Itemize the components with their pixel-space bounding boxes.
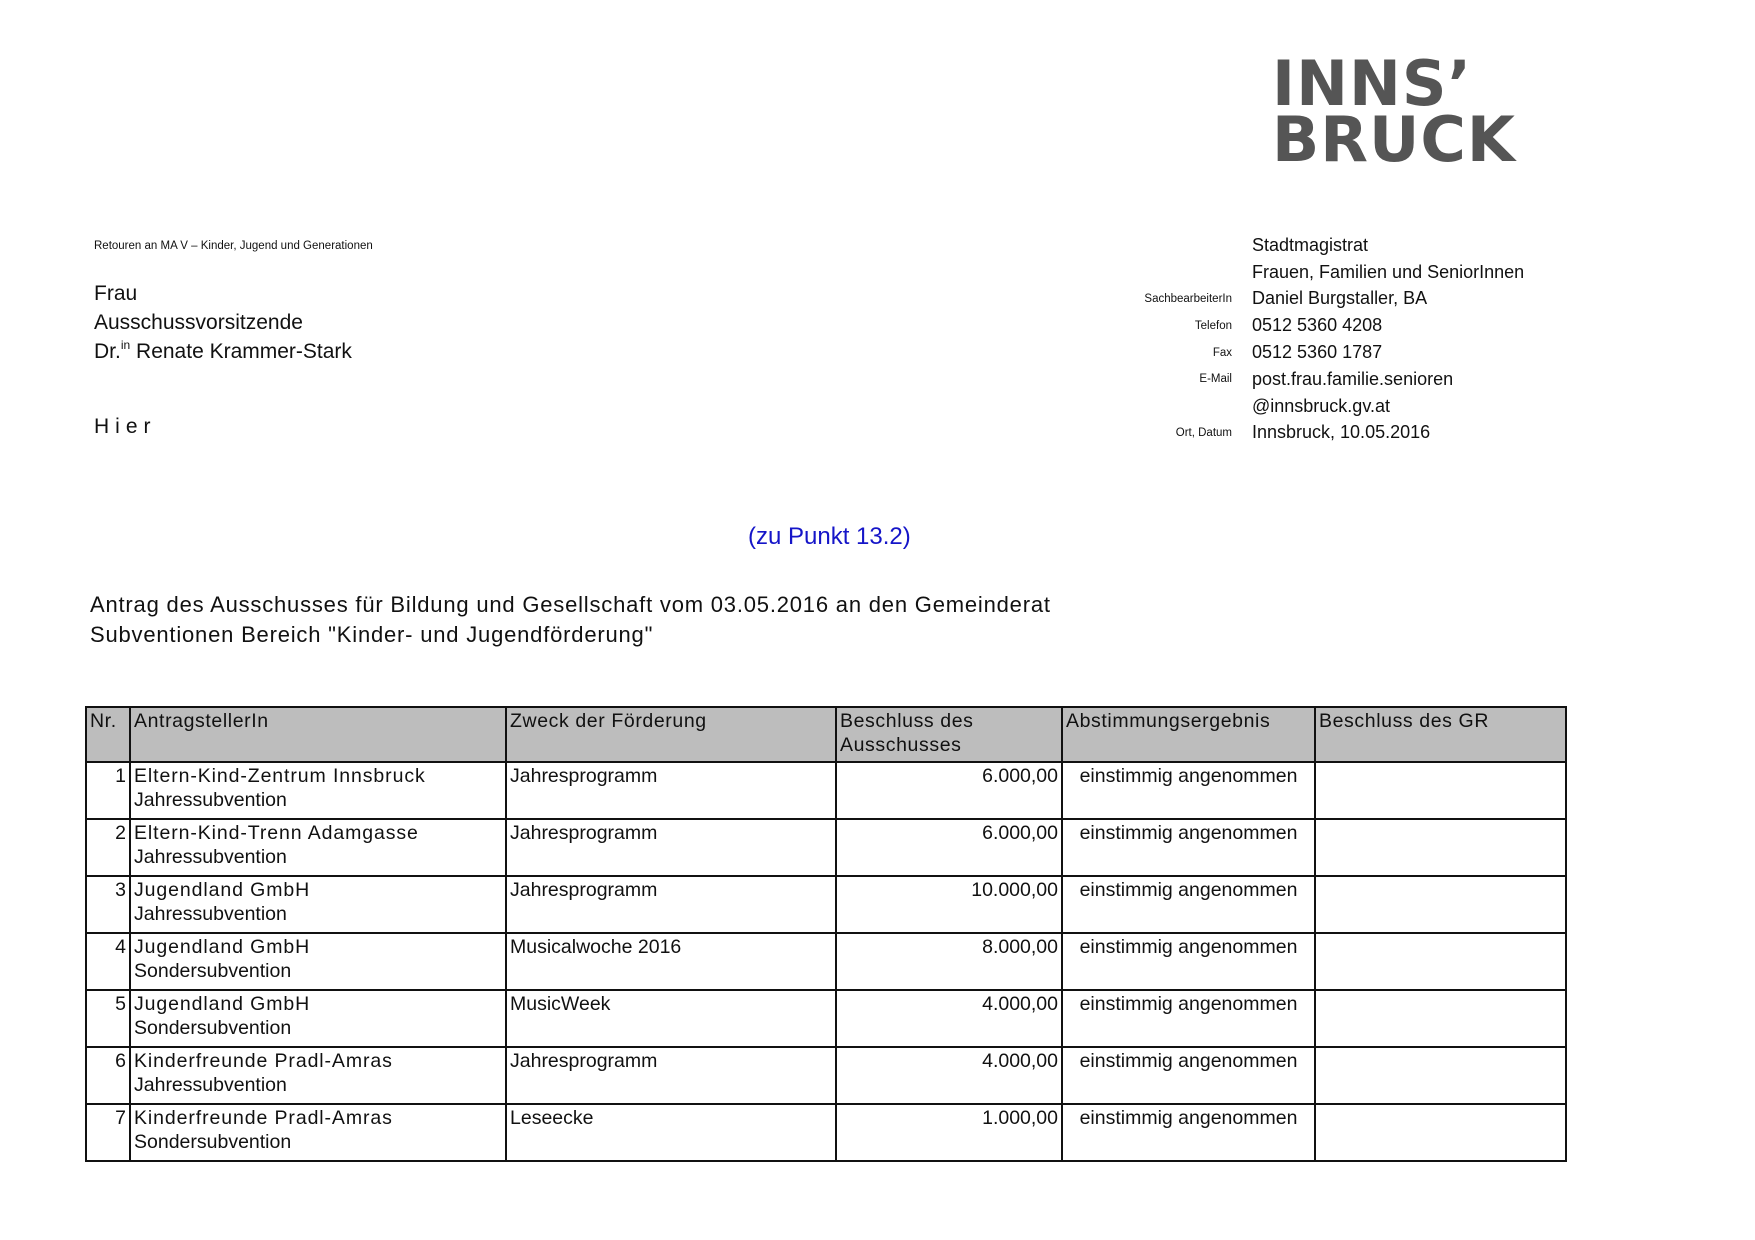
- cell-purpose: Jahresprogramm: [506, 876, 836, 933]
- contact-label: E-Mail: [1199, 373, 1232, 386]
- table-row: [86, 762, 1566, 819]
- return-address-line: Retouren an MA V – Kinder, Jugend und Generationen: [94, 240, 373, 252]
- cell-amount: 4.000,00: [836, 1047, 1062, 1104]
- subsidy-table: [85, 706, 1567, 1162]
- cell-amount: 6.000,00: [836, 762, 1062, 819]
- addressee-block: [94, 279, 352, 366]
- cell-nr: 7: [86, 1104, 130, 1161]
- cell-vote: einstimmig angenommen: [1062, 762, 1315, 819]
- cell-amount: 10.000,00: [836, 876, 1062, 933]
- subject-line-2: Subventionen Bereich "Kinder- und Jugendförderung": [90, 622, 654, 647]
- cell-nr: 3: [86, 876, 130, 933]
- addressee-title-sup: in: [120, 338, 131, 352]
- cell-decision-gr: [1315, 762, 1566, 819]
- agenda-reference: (zu Punkt 13.2): [748, 523, 911, 550]
- table-row: [86, 1047, 1566, 1104]
- contact-value: Frauen, Familien und SeniorInnen: [1252, 261, 1525, 282]
- subject-line-1: Antrag des Ausschusses für Bildung und Gesellschaft vom 03.05.2016 an den Gemeinderat: [90, 592, 1051, 617]
- contact-row: [1090, 232, 1590, 259]
- table-row: [86, 819, 1566, 876]
- applicant-name: Jugendland GmbH: [134, 936, 311, 958]
- contact-label: Ort, Datum: [1175, 426, 1232, 439]
- cell-decision-gr: [1315, 876, 1566, 933]
- addressee-title: Dr.: [94, 340, 121, 363]
- subsidy-type: Sondersubvention: [134, 1017, 292, 1039]
- cell-decision-gr: [1315, 933, 1566, 990]
- applicant-name: Kinderfreunde Pradl-Amras: [134, 1050, 393, 1072]
- addressee-role: Ausschussvorsitzende: [94, 311, 303, 334]
- cell-nr: 5: [86, 990, 130, 1047]
- contact-row: [1090, 339, 1590, 366]
- contact-label: Telefon: [1194, 319, 1232, 332]
- table-row: [86, 933, 1566, 990]
- contact-row: [1090, 366, 1590, 393]
- cell-nr: 4: [86, 933, 130, 990]
- cell-decision-gr: [1315, 1047, 1566, 1104]
- subsidy-type: Jahressubvention: [134, 1074, 287, 1096]
- subsidy-type: Sondersubvention: [134, 1131, 292, 1153]
- cell-decision-gr: [1315, 819, 1566, 876]
- addressee-name: Renate Krammer-Stark: [136, 340, 352, 363]
- cell-applicant: [130, 762, 506, 819]
- addressee-name-line: [94, 337, 352, 366]
- cell-applicant: [130, 1104, 506, 1161]
- contact-row: [1090, 312, 1590, 339]
- cell-applicant: [130, 933, 506, 990]
- applicant-name: Kinderfreunde Pradl-Amras: [134, 1107, 393, 1129]
- cell-decision-gr: [1315, 1104, 1566, 1161]
- applicant-name: Eltern-Kind-Zentrum Innsbruck: [134, 765, 426, 787]
- table-header-row: [86, 707, 1566, 762]
- subject-block: [90, 590, 1051, 650]
- contact-value: Daniel Burgstaller, BA: [1252, 288, 1428, 309]
- cell-purpose: Musicalwoche 2016: [506, 933, 836, 990]
- cell-vote: einstimmig angenommen: [1062, 1047, 1315, 1104]
- applicant-name: Eltern-Kind-Trenn Adamgasse: [134, 822, 419, 844]
- subsidy-type: Jahressubvention: [134, 846, 287, 868]
- contact-info-block: [1090, 232, 1590, 446]
- cell-vote: einstimmig angenommen: [1062, 876, 1315, 933]
- contact-value: @innsbruck.gv.at: [1252, 395, 1390, 416]
- logo-line-1: INNS’: [1272, 47, 1473, 120]
- cell-purpose: Jahresprogramm: [506, 1047, 836, 1104]
- contact-label: Fax: [1212, 346, 1232, 359]
- cell-amount: 1.000,00: [836, 1104, 1062, 1161]
- header-vote-result: Abstimmungsergebnis: [1062, 707, 1315, 762]
- cell-vote: einstimmig angenommen: [1062, 990, 1315, 1047]
- header-applicant: AntragstellerIn: [130, 707, 506, 762]
- contact-row: [1090, 286, 1590, 313]
- addressee-salutation: Frau: [94, 282, 138, 305]
- cell-nr: 2: [86, 819, 130, 876]
- subsidy-type: Jahressubvention: [134, 789, 287, 811]
- cell-decision-gr: [1315, 990, 1566, 1047]
- cell-amount: 6.000,00: [836, 819, 1062, 876]
- header-nr: Nr.: [86, 707, 130, 762]
- table-body: [86, 762, 1566, 1161]
- cell-nr: 1: [86, 762, 130, 819]
- cell-vote: einstimmig angenommen: [1062, 933, 1315, 990]
- cell-vote: einstimmig angenommen: [1062, 819, 1315, 876]
- logo-line-2: BRUCK: [1272, 103, 1516, 176]
- cell-nr: 6: [86, 1047, 130, 1104]
- cell-applicant: [130, 876, 506, 933]
- header-decision-committee: Beschluss des Ausschusses: [836, 707, 1062, 762]
- contact-row: [1090, 259, 1590, 286]
- cell-vote: einstimmig angenommen: [1062, 1104, 1315, 1161]
- cell-applicant: [130, 819, 506, 876]
- contact-value: Innsbruck, 10.05.2016: [1252, 422, 1431, 443]
- subsidy-type: Sondersubvention: [134, 960, 292, 982]
- subsidy-type: Jahressubvention: [134, 903, 287, 925]
- cell-purpose: Jahresprogramm: [506, 762, 836, 819]
- cell-purpose: MusicWeek: [506, 990, 836, 1047]
- contact-row: [1090, 393, 1590, 420]
- header-purpose: Zweck der Förderung: [506, 707, 836, 762]
- cell-purpose: Leseecke: [506, 1104, 836, 1161]
- contact-value: 0512 5360 1787: [1252, 342, 1383, 363]
- applicant-name: Jugendland GmbH: [134, 879, 311, 901]
- addressee-location: Hier: [94, 415, 157, 438]
- contact-value: post.frau.familie.senioren: [1252, 368, 1454, 389]
- cell-amount: 8.000,00: [836, 933, 1062, 990]
- header-decision-gr: Beschluss des GR: [1315, 707, 1566, 762]
- table-row: [86, 1104, 1566, 1161]
- contact-value: 0512 5360 4208: [1252, 315, 1383, 336]
- cell-applicant: [130, 1047, 506, 1104]
- table-row: [86, 876, 1566, 933]
- table-row: [86, 990, 1566, 1047]
- contact-value: Stadtmagistrat: [1252, 234, 1369, 255]
- contact-row: [1090, 420, 1590, 447]
- contact-label: SachbearbeiterIn: [1144, 292, 1232, 305]
- innsbruck-logo: [1272, 47, 1516, 176]
- cell-applicant: [130, 990, 506, 1047]
- cell-purpose: Jahresprogramm: [506, 819, 836, 876]
- applicant-name: Jugendland GmbH: [134, 993, 311, 1015]
- cell-amount: 4.000,00: [836, 990, 1062, 1047]
